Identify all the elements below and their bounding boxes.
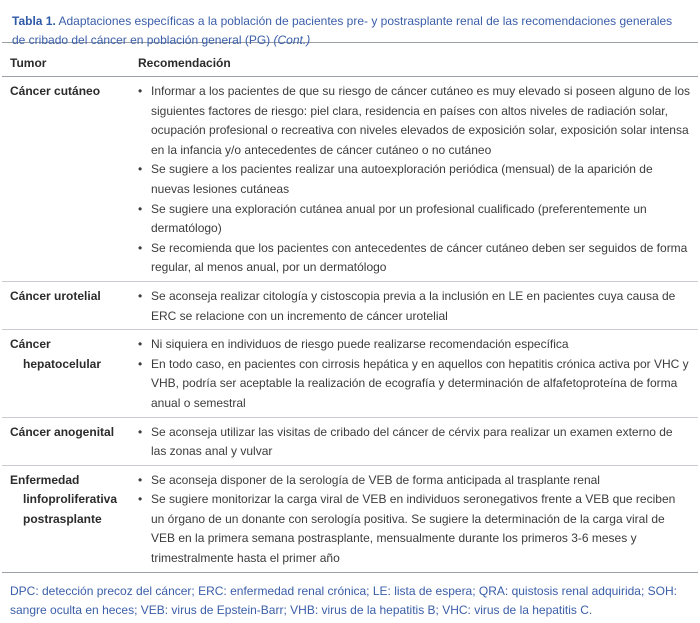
recommendation-cell [130, 417, 698, 465]
tumor-name-line: Enfermedad [10, 472, 80, 487]
recommendation-text: Se sugiere una exploración cutánea anual por un profesional cualificado (preferentemente un dermatólogo) [151, 201, 647, 236]
recommendation-cell [130, 281, 698, 329]
recommendation-item [138, 355, 690, 414]
bullet-icon: • [138, 201, 143, 216]
bullet-icon: • [138, 472, 143, 487]
bullet-icon: • [138, 356, 143, 371]
bullet-icon: • [138, 424, 143, 439]
recommendation-list [138, 471, 690, 569]
tumor-cell [2, 77, 130, 282]
bullet-icon: • [138, 240, 143, 255]
tumor-name-line: hepatocelular [23, 356, 102, 371]
table-row [2, 281, 698, 329]
recommendation-item [138, 200, 690, 239]
recommendation-item [138, 287, 690, 326]
tumor-name-line: Cáncer cutáneo [10, 84, 101, 98]
recommendation-item [138, 471, 690, 491]
table-row [2, 417, 698, 465]
recommendation-cell [130, 465, 698, 572]
recommendation-text: Ni siquiera en individuos de riesgo puede realizarse recomendación específica [151, 337, 569, 352]
recommendations-table [2, 42, 698, 573]
header-recommendation: Recomendación [130, 43, 698, 77]
tumor-name-line: Cáncer [10, 337, 51, 352]
tumor-name-line: Cáncer anogenital [10, 424, 115, 439]
bullet-icon: • [138, 288, 143, 303]
table-footnote: DPC: detección precoz del cáncer; ERC: enfermedad renal crónica; LE: lista de espera; QRA: quistosis renal adquirida; SOH: sangre oculta en heces; VEB: virus de Epstein-Barr; VHB: virus de la hepatitis B; VHC: virus de la hepatitis C. [10, 583, 677, 618]
table-row [2, 465, 698, 572]
table-row [2, 330, 698, 417]
tumor-cell [2, 417, 130, 465]
recommendation-text: Informar a los pacientes de que su riesgo de cáncer cutáneo es muy elevado si poseen alguno de los siguientes factores de riesgo: piel clara, residencia en países con altos niveles de radiación solar, ocupación profesional o recreativa con niveles elevados de exposición solar, exposición solar intensa en la infancia y/o antecedentes de cáncer cutáneo o no cutáneo [151, 84, 691, 157]
recommendation-text: Se recomienda que los pacientes con antecedentes de cáncer cutáneo deben ser seguidos de forma regular, al menos anual, por un dermatólogo [151, 240, 688, 275]
recommendation-text: Se aconseja realizar citología y cistoscopia previa a la inclusión en LE en pacientes cuya causa de ERC se relacione con un incremento de cáncer urotelial [151, 288, 676, 323]
recommendation-item [138, 490, 690, 568]
recommendation-item [138, 423, 690, 462]
recommendation-cell [130, 77, 698, 282]
recommendation-text: En todo caso, en pacientes con cirrosis hepática y en aquellos con hepatitis crónica activa por VHC y VHB, podría ser aceptable la realización de ecografía y determinación de alfafetoproteína de forma anual o semestral [151, 356, 689, 410]
recommendation-item [138, 82, 690, 160]
tumor-name-line: Cáncer urotelial [10, 288, 101, 303]
header-tumor: Tumor [2, 43, 130, 77]
tumor-cell [2, 465, 130, 572]
recommendation-cell [130, 330, 698, 417]
recommendation-text: Se sugiere a los pacientes realizar una autoexploración periódica (mensual) de la aparición de nuevas lesiones cutáneas [151, 162, 653, 196]
bullet-icon: • [138, 492, 143, 507]
tumor-name-line: linfoproliferativa [23, 492, 118, 507]
bullet-icon: • [138, 84, 143, 98]
recommendation-item [138, 239, 690, 278]
tumor-cell [2, 330, 130, 417]
recommendation-list [138, 335, 690, 413]
recommendation-list [138, 82, 690, 278]
bullet-icon: • [138, 162, 143, 177]
table-row [2, 77, 698, 282]
caption-label: Tabla 1. [12, 14, 56, 28]
recommendation-item [138, 335, 690, 355]
tumor-name-line: postrasplante [23, 511, 102, 526]
recommendation-text: Se sugiere monitorizar la carga viral de VEB en individuos seronegativos frente a VEB que reciben un órgano de un donante con serología positiva. Se sugiere la determinación de la carga viral de VEB en la primera semana postrasplante, mensualmente durante los primeros 3-6 meses y trimestralmente hasta el primer año [151, 492, 676, 566]
recommendation-text: Se aconseja disponer de la serología de VEB de forma anticipada al trasplante renal [151, 472, 600, 487]
recommendation-list [138, 423, 690, 462]
caption-continued: (Cont.) [273, 33, 311, 47]
caption-text: Adaptaciones específicas a la población de pacientes pre- y postrasplante renal de las recomendaciones generales de cribado del cáncer en población general (PG) [12, 14, 673, 47]
tumor-cell [2, 281, 130, 329]
table-body [2, 77, 698, 573]
table-caption [2, 0, 698, 47]
recommendation-list [138, 287, 690, 326]
recommendation-item [138, 160, 690, 199]
recommendation-text: Se aconseja utilizar las visitas de cribado del cáncer de cérvix para realizar un examen externo de las zonas anal y vulvar [151, 424, 673, 459]
bullet-icon: • [138, 337, 143, 352]
